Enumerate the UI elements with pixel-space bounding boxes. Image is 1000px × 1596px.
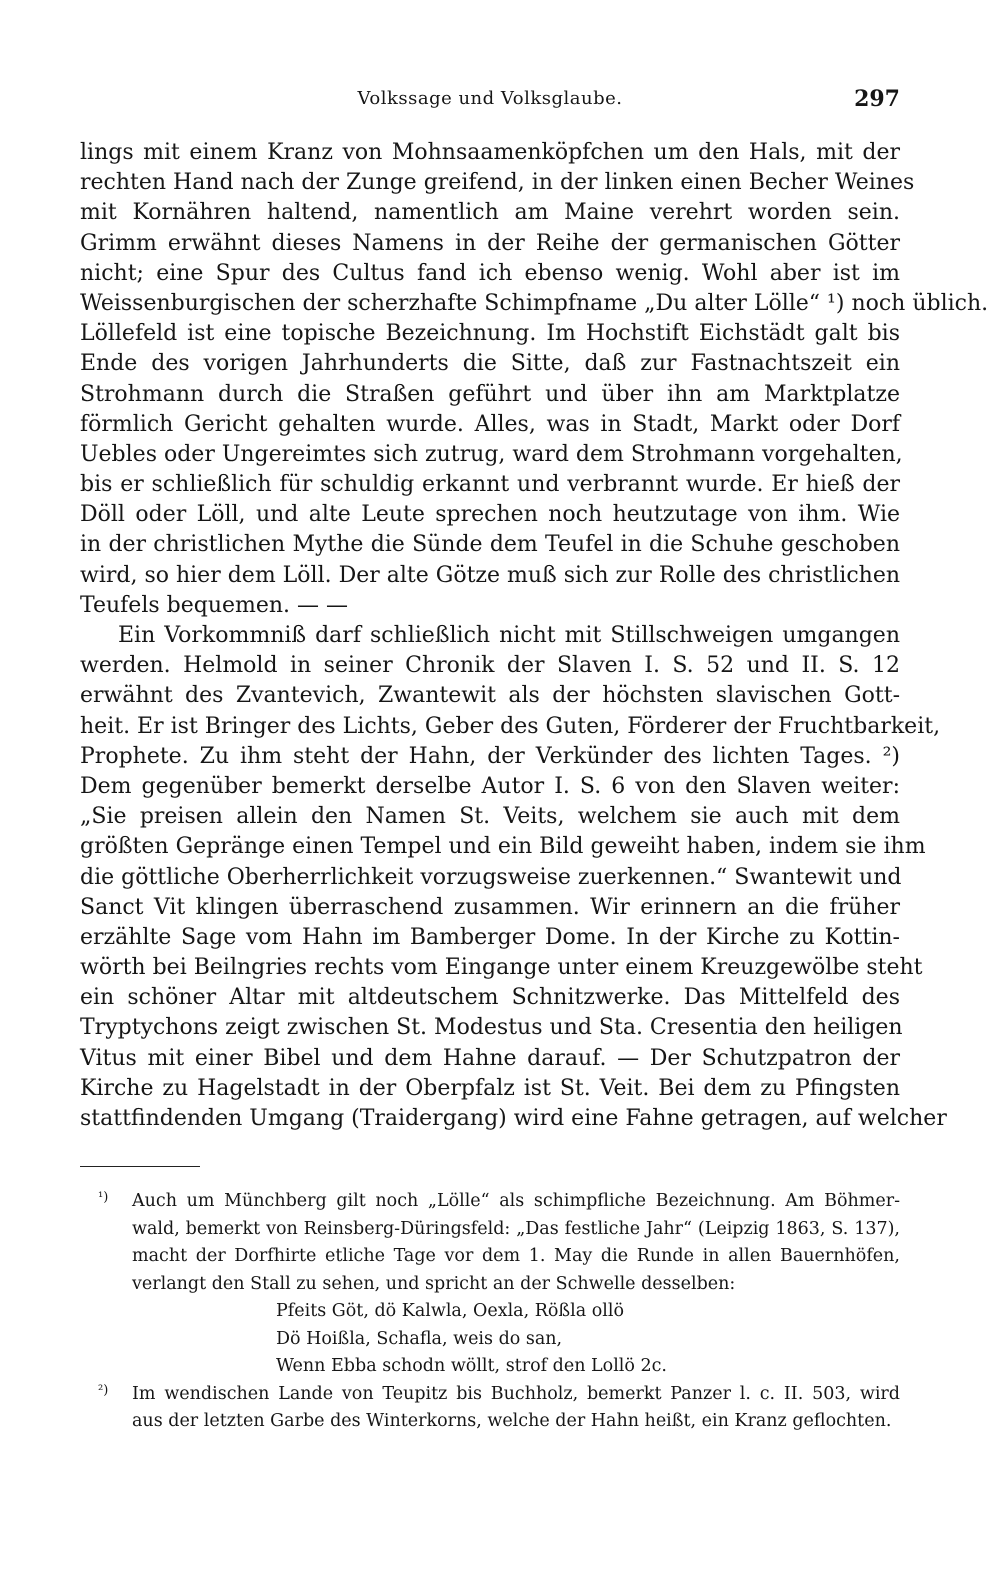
paragraph-start-line: Ein Vorkommniß darf schließlich nicht mit Stillschweigen umgangen bbox=[118, 623, 900, 648]
body-line: Löllefeld ist eine topische Bezeichnung. Im Hochstift Eichstädt galt bis bbox=[80, 321, 900, 347]
body-line: erwähnt des Zvantevich, Zwantewit als der höchsten slavischen Gott- bbox=[80, 683, 900, 709]
footnote-1-line: verlangt den Stall zu sehen, und spricht an der Schwelle desselben: bbox=[132, 1273, 736, 1294]
body-line: förmlich Gericht gehalten wurde. Alles, was in Stadt, Markt oder Dorf bbox=[80, 411, 900, 437]
footnote-1-line bbox=[80, 1188, 900, 1216]
body-line: stattfindenden Umgang (Traidergang) wird eine Fahne getragen, auf welcher bbox=[80, 1106, 947, 1131]
body-line: in der christlichen Mythe die Sünde dem Teufel in die Schuhe geschoben bbox=[80, 532, 900, 558]
body-line: größten Gepränge einen Tempel und ein Bild geweiht haben, indem sie ihm bbox=[80, 834, 926, 860]
body-line: Vitus mit einer Bibel und dem Hahne darauf. — Der Schutzpatron der bbox=[80, 1045, 900, 1071]
body-line: Strohmann durch die Straßen geführt und über ihn am Marktplatze bbox=[80, 381, 900, 407]
body-line: die göttliche Oberherrlichkeit vorzugsweise zuerkennen.“ Swantewit und bbox=[80, 864, 902, 890]
body-line: rechten Hand nach der Zunge greifend, in der linken einen Becher Weines bbox=[80, 170, 915, 196]
body-line: mit Kornähren haltend, namentlich am Maine verehrt worden sein. bbox=[80, 200, 900, 226]
body-line: wird, so hier dem Löll. Der alte Götze muß sich zur Rolle des christlichen bbox=[80, 562, 901, 588]
body-line: Sanct Vit klingen überraschend zusammen. Wir erinnern an die früher bbox=[80, 894, 900, 920]
footnote-2-line bbox=[80, 1381, 900, 1409]
body-line: wörth bei Beilngries rechts vom Eingange unter einem Kreuzgewölbe steht bbox=[80, 955, 923, 981]
body-line: nicht; eine Spur des Cultus fand ich ebenso wenig. Wohl aber ist im bbox=[80, 260, 900, 286]
page-number: 297 bbox=[854, 86, 900, 112]
body-line: Uebles oder Ungereimtes sich zutrug, ward dem Strohmann vorgehalten, bbox=[80, 441, 903, 467]
footnotes bbox=[80, 1188, 900, 1436]
footnote-1-marker: ¹) bbox=[98, 1190, 109, 1205]
body-line: heit. Er ist Bringer des Lichts, Geber des Guten, Förderer der Fruchtbarkeit, bbox=[80, 713, 941, 739]
body-line: Weissenburgischen der scherzhafte Schimpfname „Du alter Lölle“ ¹) noch üblich. bbox=[80, 290, 989, 316]
footnote-2-text: Im wendischen Lande von Teupitz bis Buchholz, bemerkt Panzer l. c. II. 503, wird bbox=[132, 1383, 900, 1404]
body-text bbox=[80, 138, 989, 1134]
footnote-1-line: macht der Dorfhirte etliche Tage vor dem 1. May die Runde in allen Bauernhöfen, bbox=[132, 1246, 900, 1266]
body-line: werden. Helmold in seiner Chronik der Slaven I. S. 52 und II. S. 12 bbox=[80, 653, 900, 679]
body-line: Grimm erwähnt dieses Namens in der Reihe der germanischen Götter bbox=[80, 230, 900, 256]
body-line: Ende des vorigen Jahrhunderts die Sitte, daß zur Fastnachtszeit ein bbox=[80, 351, 900, 377]
footnote-2-line: aus der letzten Garbe des Winterkorns, welche der Hahn heißt, ein Kranz geflochten. bbox=[132, 1411, 892, 1431]
body-line: ein schöner Altar mit altdeutschem Schnitzwerke. Das Mittelfeld des bbox=[80, 985, 900, 1011]
body-line: lings mit einem Kranz von Mohnsaamenköpfchen um den Hals, mit der bbox=[80, 140, 900, 165]
body-line: Prophete. Zu ihm steht der Hahn, der Verkünder des lichten Tages. ²) bbox=[80, 743, 900, 769]
footnote-1-verse-line: Wenn Ebba schodn wöllt, strof den Lollö 2c. bbox=[276, 1356, 667, 1376]
footnote-1-verse-line: Dö Hoißla, Schafla, weis do san, bbox=[276, 1328, 563, 1349]
body-line: Dem gegenüber bemerkt derselbe Autor I. S. 6 von den Slaven weiter: bbox=[80, 773, 900, 799]
body-line: Tryptychons zeigt zwischen St. Modestus und Sta. Cresentia den heiligen bbox=[80, 1015, 903, 1041]
body-line: „Sie preisen allein den Namen St. Veits, welchem sie auch mit dem bbox=[80, 804, 900, 830]
footnote-2-marker: ²) bbox=[98, 1382, 109, 1398]
body-line: erzählte Sage vom Hahn im Bamberger Dome. In der Kirche zu Kottin- bbox=[80, 924, 900, 950]
running-title: Volkssage und Volksglaube. bbox=[357, 88, 623, 109]
paragraph-end-line: Teufels bequemen. — — bbox=[80, 592, 349, 618]
body-line: bis er schließlich für schuldig erkannt und verbrannt wurde. Er hieß der bbox=[80, 472, 900, 498]
footnote-1-verse-line: Pfeits Göt, dö Kalwla, Oexla, Rößla ollö bbox=[276, 1301, 624, 1321]
footnote-1-line: wald, bemerkt von Reinsberg-Düringsfeld: „Das festliche Jahr“ (Leipzig 1863, S. 137), bbox=[132, 1218, 900, 1239]
footnote-separator bbox=[80, 1166, 200, 1167]
body-line: Döll oder Löll, und alte Leute sprechen noch heutzutage von ihm. Wie bbox=[80, 502, 900, 528]
footnote-1-text: Auch um Münchberg gilt noch „Lölle“ als schimpfliche Bezeichnung. Am Böhmer- bbox=[132, 1191, 900, 1211]
running-head bbox=[80, 86, 900, 116]
body-line: Kirche zu Hagelstadt in der Oberpfalz ist St. Veit. Bei dem zu Pfingsten bbox=[80, 1075, 900, 1101]
